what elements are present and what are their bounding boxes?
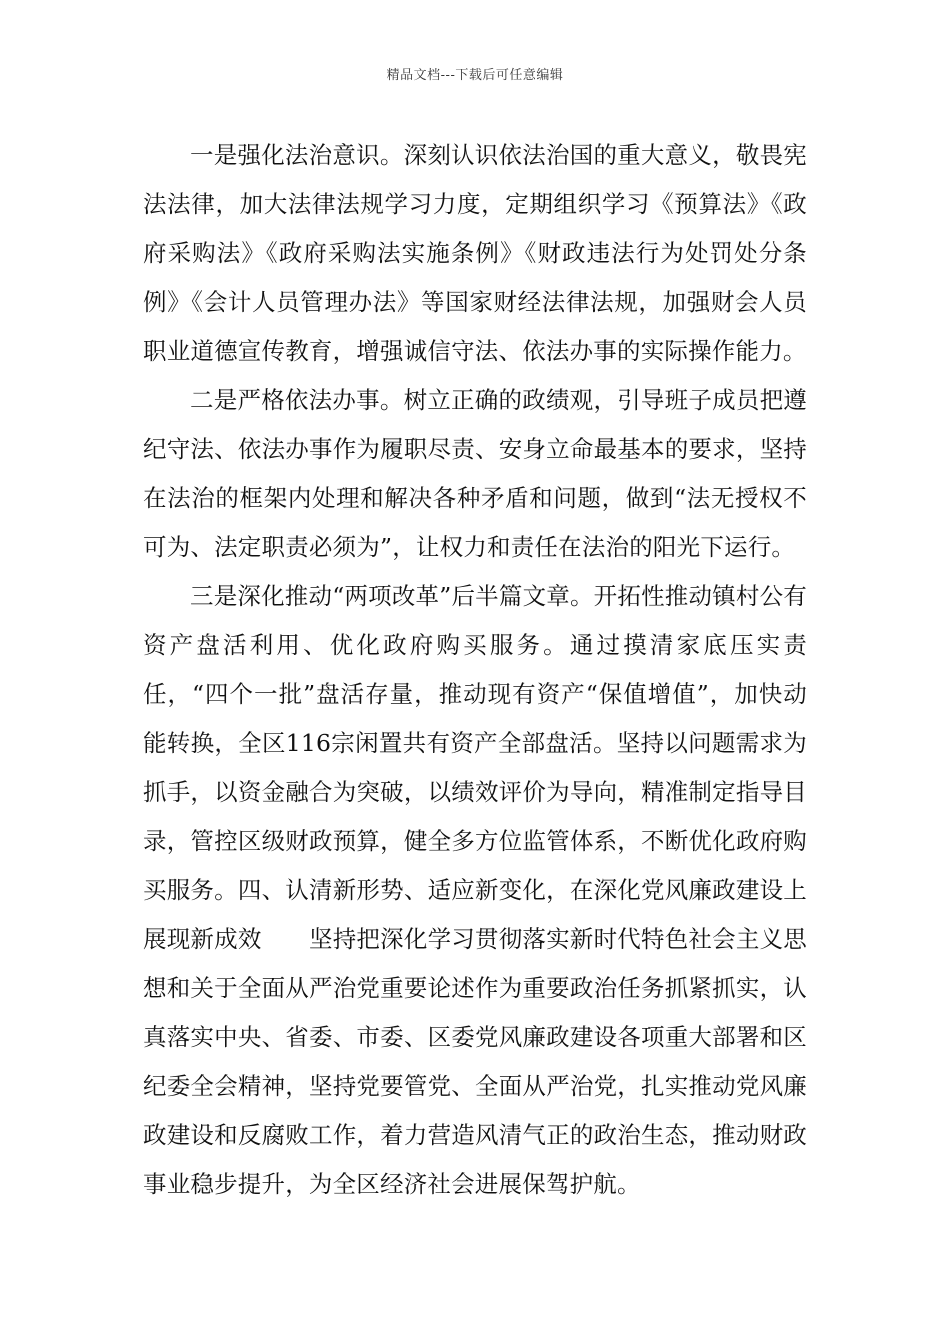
paragraph-2: 二是严格依法办事。树立正确的政绩观，引导班子成员把遵纪守法、依法办事作为履职尽责、安身立命最基本的要求，坚持在法治的框架内处理和解决各种矛盾和问题，做到“法无授权不可为、法定职责必须为”，让权力和责任在法治的阳光下运行。 — [143, 386, 807, 561]
paragraph-1: 一是强化法治意识。深刻认识依法治国的重大意义，敬畏宪法法律，加大法律法规学习力度，定期组织学习《预算法》《政府采购法》《政府采购法实施条例》《财政违法行为处罚处分条例》《会计人员管理办法》等国家财经法律法规，加强财会人员职业道德宣传教育，增强诚信守法、依法办事的实际操作能力。 — [143, 141, 807, 365]
document-body — [143, 131, 807, 1209]
page-header: 精品文档---下载后可任意编辑 — [386, 68, 564, 83]
paragraph-3: 三是深化推动“两项改革”后半篇文章。开拓性推动镇村公有资产盘活利用、优化政府购买服务。通过摸清家底压实责任，“四个一批”盘活存量，推动现有资产“保值增值”，加快动能转换，全区116宗闲置共有资产全部盘活。坚持以问题需求为抓手，以资金融合为突破，以绩效评价为导向，精准制定指导目录，管控区级财政预算，健全多方位监管体系，不断优化政府购买服务。四、认清新形势、适应新变化，在深化党风廉政建设上展现新成效 坚持把深化学习贯彻落实新时代特色社会主义思想和关于全面从严治党重要论述作为重要政治任务抓紧抓实，认真落实中央、省委、市委、区委党风廉政建设各项重大部署和区纪委全会精神，坚持党要管党、全面从严治党，扎实推动党风廉政建设和反腐败工作，着力营造风清气正的政治生态，推动财政事业稳步提升，为全区经济社会进展保驾护航。 — [143, 582, 807, 1198]
